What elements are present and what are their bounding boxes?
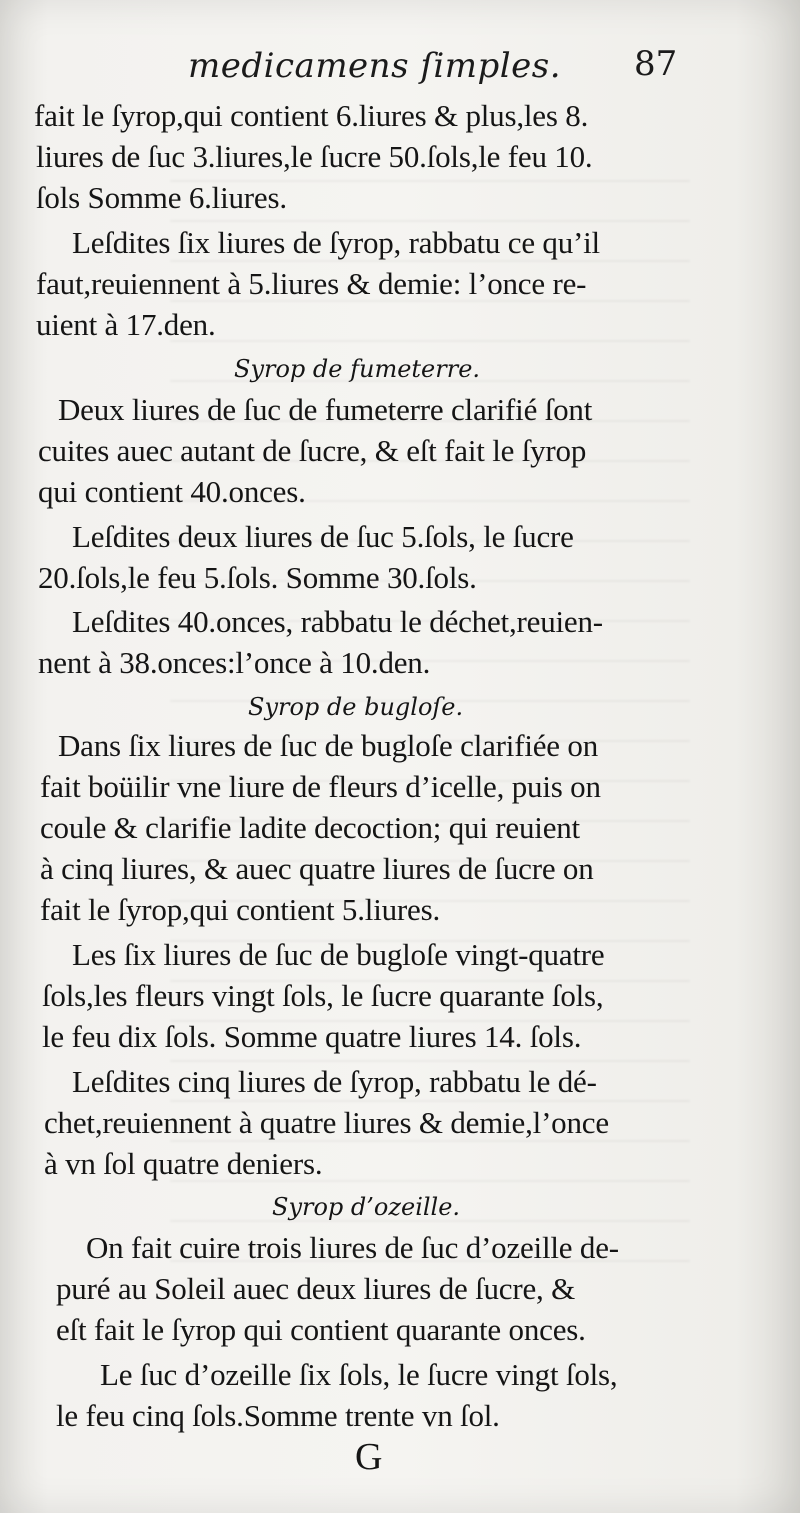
text-line: ſols Somme 6.liures. <box>36 180 287 215</box>
text-line: fait boüilir vne liure de fleurs d’icelle, puis on <box>40 769 601 804</box>
text-line: Leſdites cinq liures de ſyrop, rabbatu le dé- <box>72 1064 597 1099</box>
text-line: qui contient 40.onces. <box>38 474 306 509</box>
signature-mark: G <box>355 1436 383 1478</box>
text-line: faut,reuiennent à 5.liures & demie: l’once re- <box>36 266 587 301</box>
text-line: ſols,les fleurs vingt ſols, le ſucre quarante ſols, <box>42 978 604 1013</box>
text-line: Dans ſix liures de ſuc de bugloſe clarifiée on <box>58 728 599 763</box>
text-line: à cinq liures, & auec quatre liures de ſucre on <box>40 851 594 886</box>
text-line: nent à 38.onces:l’once à 10.den. <box>38 645 431 680</box>
text-line: puré au Soleil auec deux liures de ſucre, & <box>56 1271 576 1306</box>
text-line: chet,reuiennent à quatre liures & demie,l’once <box>44 1105 609 1140</box>
text-line: fait le ſyrop,qui contient 6.liures & plus,les 8. <box>34 98 589 133</box>
text-line: Le ſuc d’ozeille ſix ſols, le ſucre vingt ſols, <box>100 1357 618 1392</box>
text-line: liures de ſuc 3.liures,le ſucre 50.ſols,le feu 10. <box>36 139 593 174</box>
text-line: On fait cuire trois liures de ſuc d’ozeille de- <box>86 1230 619 1265</box>
text-line: le feu cinq ſols.Somme trente vn ſol. <box>56 1398 500 1433</box>
text-line: Deux liures de ſuc de fumeterre clarifié ſont <box>58 392 593 427</box>
text-line: 20.ſols,le feu 5.ſols. Somme 30.ſols. <box>38 560 477 595</box>
section-heading: Syrop de fumeterre. <box>234 355 481 383</box>
text-line: fait le ſyrop,qui contient 5.liures. <box>40 892 441 927</box>
text-line: cuites auec autant de ſucre, & eſt fait le ſyrop <box>38 433 587 468</box>
text-line: coule & clarifie ladite decoction; qui reuient <box>40 810 580 845</box>
text-line: Leſdites ſix liures de ſyrop, rabbatu ce qu’il <box>72 225 600 260</box>
text-line: Les ſix liures de ſuc de bugloſe vingt-quatre <box>72 937 605 972</box>
text-line: Leſdites deux liures de ſuc 5.ſols, le ſucre <box>72 519 574 554</box>
text-line: à vn ſol quatre deniers. <box>44 1146 323 1181</box>
section-heading: Syrop de bugloſe. <box>248 693 464 721</box>
page-number: 87 <box>634 44 678 84</box>
text-line: eſt fait le ſyrop qui contient quarante onces. <box>56 1312 586 1347</box>
section-heading: Syrop d’ozeille. <box>272 1193 461 1221</box>
text-line: Leſdites 40.onces, rabbatu le déchet,reuien- <box>72 604 603 639</box>
text-line: le feu dix ſols. Somme quatre liures 14. ſols. <box>42 1019 582 1054</box>
text-line: uient à 17.den. <box>36 307 216 342</box>
running-title: medicamens ſimples. <box>188 46 562 86</box>
